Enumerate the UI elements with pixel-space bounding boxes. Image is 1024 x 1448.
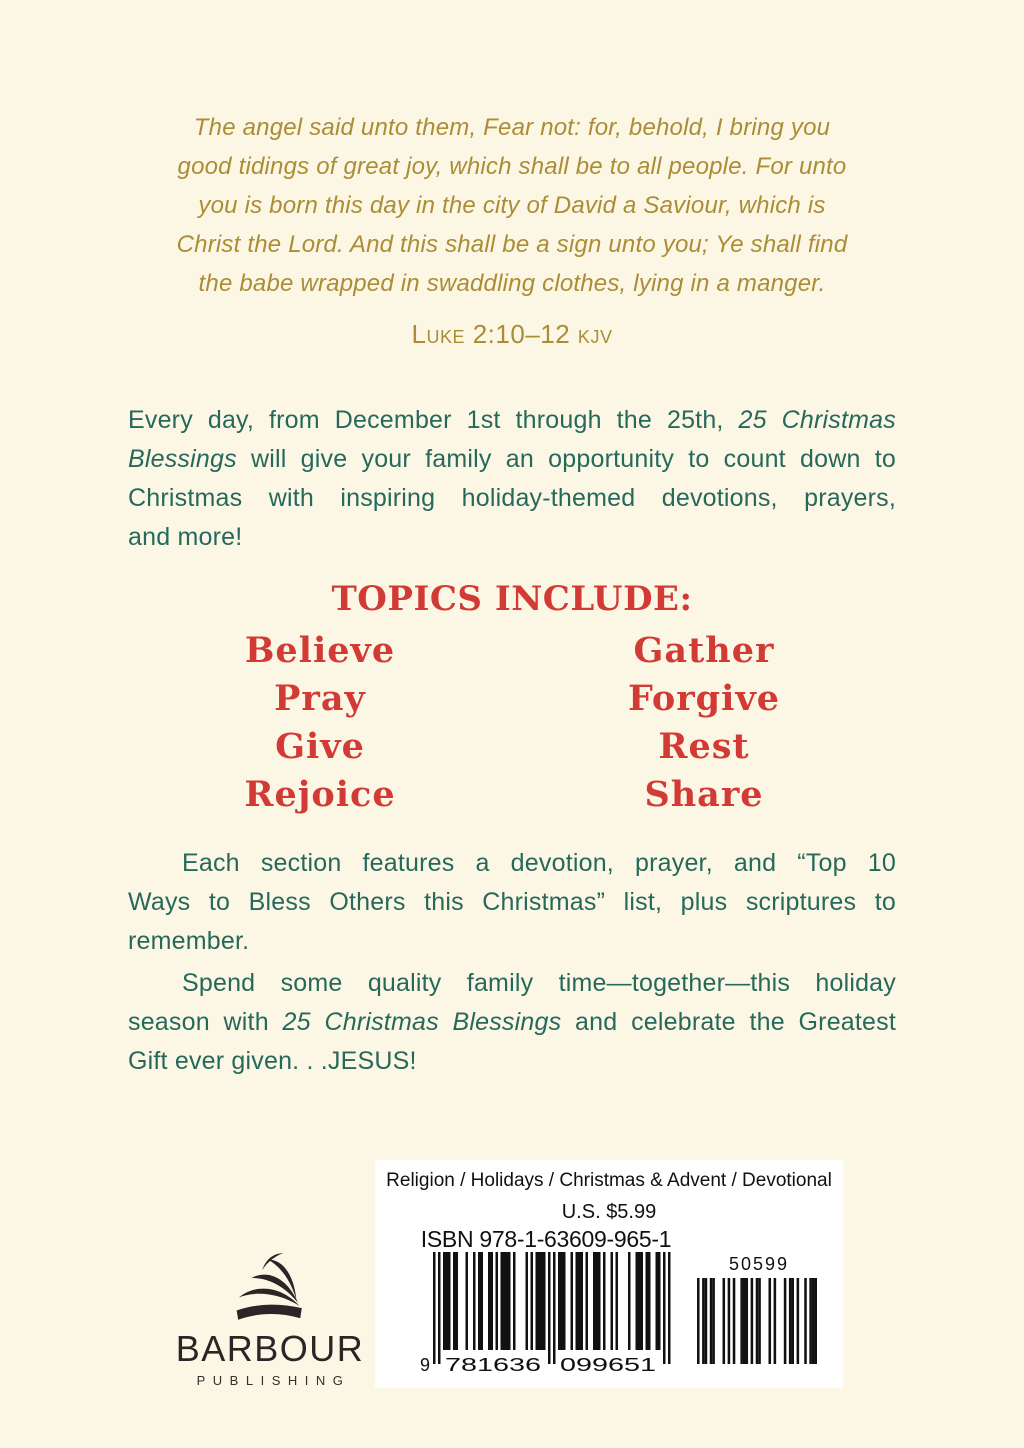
scripture-line: The angel said unto them, Fear not: for, behold, I bring you	[193, 114, 831, 141]
intro-text: will give your family an opportunity to count down to	[236, 445, 896, 473]
svg-text:9: 9	[420, 1355, 431, 1375]
topic-item: Believe	[244, 630, 396, 671]
book-title-italic: 25 Christmas Blessings	[282, 1008, 562, 1036]
section-line: Each section features a devotion, prayer, and “Top 10	[182, 849, 896, 877]
publisher-subtitle: PUBLISHING	[196, 1373, 351, 1388]
intro-line	[128, 440, 896, 479]
intro-line	[128, 401, 896, 440]
topic-item: Gather	[633, 630, 775, 671]
topics-column-right	[512, 627, 896, 819]
book-title-italic: Blessings	[128, 445, 237, 473]
intro-text: Every day, from December 1st through the 25th,	[128, 406, 739, 434]
scripture-line: Christ the Lord. And this shall be a sign unto you; Ye shall find	[176, 231, 848, 258]
svg-text:50599: 50599	[728, 1254, 790, 1274]
scripture-quote	[52, 108, 972, 303]
supplement-barcode	[697, 1252, 817, 1376]
topic-item: Give	[275, 726, 365, 767]
scripture-line: the babe wrapped in swaddling clothes, lying in a manger.	[198, 270, 826, 297]
section-paragraph	[128, 844, 896, 961]
intro-paragraph	[128, 401, 896, 557]
topic-item: Rejoice	[244, 774, 396, 815]
topic-item: Forgive	[627, 678, 781, 719]
svg-text:781636: 781636	[445, 1355, 541, 1375]
topics-column-left	[128, 627, 512, 819]
scripture-reference: Luke 2:10–12 kjv	[411, 319, 613, 349]
spend-text: season with	[128, 1008, 283, 1036]
spend-paragraph	[128, 964, 896, 1081]
topics-heading: TOPICS INCLUDE:	[331, 579, 693, 619]
publisher-name: BARBOUR	[175, 1328, 365, 1369]
topic-item: Share	[644, 774, 764, 815]
book-title-italic: 25 Christmas	[738, 406, 896, 434]
svg-text:099651: 099651	[560, 1355, 656, 1375]
publisher-logo	[145, 1250, 395, 1388]
topics-list	[128, 627, 896, 819]
section-line: Ways to Bless Others this Christmas” list, plus scriptures to	[128, 888, 896, 916]
intro-line: and more!	[128, 523, 243, 551]
ean13-barcode	[420, 1252, 672, 1376]
barbour-book-icon	[231, 1250, 309, 1326]
spend-line	[128, 1003, 896, 1042]
barcode-panel	[375, 1160, 843, 1388]
topic-item: Rest	[658, 726, 750, 767]
price: U.S. $5.99	[561, 1201, 657, 1223]
isbn-label: ISBN 978-1-63609-965-1	[420, 1226, 672, 1252]
spend-line: Spend some quality family time—together—this holiday	[182, 969, 896, 997]
scripture-line: good tidings of great joy, which shall be to all people. For unto	[177, 153, 847, 180]
scripture-line: you is born this day in the city of David a Saviour, which is	[198, 192, 826, 219]
category-line: Religion / Holidays / Christmas & Advent / Devotional	[386, 1170, 832, 1191]
spend-text: and celebrate the Greatest	[561, 1008, 896, 1036]
intro-line: Christmas with inspiring holiday-themed devotions, prayers,	[128, 484, 896, 512]
section-line: remember.	[128, 927, 250, 955]
topic-item: Pray	[274, 678, 366, 719]
spend-line: Gift ever given. . .JESUS!	[128, 1047, 417, 1075]
